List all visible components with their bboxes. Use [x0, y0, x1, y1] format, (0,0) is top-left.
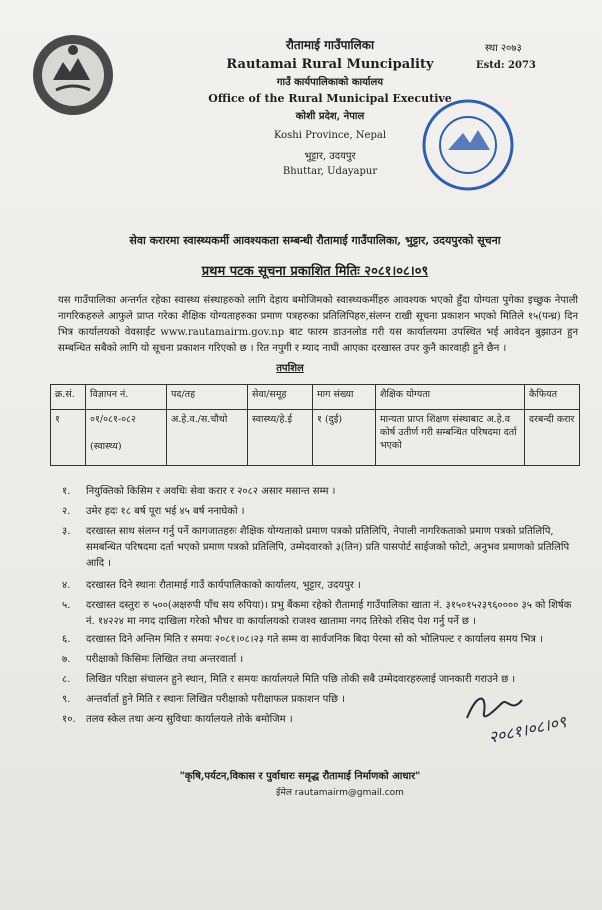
signature-date: २०८१।०८।०९: [486, 712, 568, 747]
office-stamp-icon: [418, 95, 518, 195]
table-header-row: [51, 385, 580, 410]
established-np: स्था २०७३: [485, 43, 522, 54]
office-name-np: गाउँ कार्यपालिकाको कार्यालय: [276, 77, 384, 88]
adv-group: (स्वास्थ्य): [90, 441, 122, 452]
col-service: सेवा/समूह: [248, 385, 313, 410]
col-post: पद/तह: [167, 385, 248, 410]
cell-service: स्वास्थ्य/हे.ई: [248, 410, 313, 466]
place-en: Bhuttar, Udayapur: [282, 166, 378, 177]
col-qualification: शैक्षिक योग्यता: [376, 385, 525, 410]
vacancy-table: [50, 384, 580, 466]
notice-paragraph: यस गाउँपालिका अन्तर्गत रहेका स्वास्थ्य संस्थाहरुको लागि देहाय बमोजिमको स्वास्थ्यकर्मीहरु आवश्यक भएको हुँदा योग्यता पुगेका इच्छुक नेपाली नागरिकहरुले आफुले प्राप्त गरेका शैक्षिक योग्यताहरुका प्रमाण पत्रहरुका प्रतिलिपिहरु,संलग्न राखी सूचना प्रकाशन भएको मितिले १५(पन्ध्र) दिन भित्र कार्यालयको वेवसाईट www.rautamairm.gov.np बाट फारम डाउनलोड गरी यस कार्यालयमा उपस्थित भई आवेदन बुझाउन हुन सम्बन्धित सबैको लागि यो सूचना प्रकाशन गरिएको छ । रित नपुगी र म्याद नाघी आएका दरखास्त उपर कुनै कारवाही हुने छैन ।: [58, 295, 578, 354]
municipality-name-np: रौतामाई गाउँपालिका: [285, 38, 375, 52]
established-en: Estd: 2073: [476, 60, 536, 71]
published-date: प्रथम पटक सूचना प्रकाशित मितिः २०८१।०८।०९: [201, 264, 429, 279]
details-heading: तपशिल: [276, 363, 304, 374]
office-name-en: Office of the Rural Municipal Executive: [208, 92, 452, 105]
footer-slogan: "कृषि,पर्यटन,विकास र पुर्वाधारः समृद्ध रौतामाई निर्माणको आधार": [179, 771, 421, 782]
cell-remarks: दरबन्दी करार: [525, 410, 580, 466]
col-adv-no: विज्ञापन नं.: [86, 385, 167, 410]
col-demand: माग संख्या: [313, 385, 376, 410]
footer-email: ईमेल rautamairm@gmail.com: [276, 788, 404, 798]
notice-document: रौतामाई गाउँपालिका Rautamai Rural Muncipality गाउँ कार्यपालिकाको कार्यालय Office of the Rural Municipal Executive कोशी प्रदेश, नेपाल Koshi Province, Nepal भुट्टार, उदयपुर Bhuttar, Udayapur स्था २०७३ Estd: 2073 सेवा करारमा स्वास्थ्यकर्मी आवश्यकता सम्बन्धी रौतामाई गाउँपालिका, भुट्टार, उदयपुरको सूचना प्रथम पटक सूचना प्रकाशित मितिः २०८१।०८।०९ यस गाउँपालिका अन्तर्गत रहेका स्वास्थ्य संस्थाहरुको लागि देहाय बमोजिमको स्वास्थ्यकर्मीहरु आवश्यक भएको हुँदा योग्यता पुगेका इच्छुक नेपाली नागरिकहरुले आफुले प्राप्त गरेका शैक्षिक योग्यताहरुका प्रमाण पत्रहरुका प्रतिलिपिहरु,संलग्न राखी सूचना प्रकाशन भएको मितिले १५(पन्ध्र) दिन भित्र कार्यालयको वेवसाईट www.rautamairm.gov.np बाट फारम डाउनलोड गरी यस कार्यालयमा उपस्थित भई आवेदन बुझाउन हुन सम्बन्धित सबैको लागि यो सूचना प्रकाशन गरिएको छ । रित नपुगी र म्याद नाघी आएका दरखास्त उपर कुनै कारवाही हुने छैन । तपशिल क्र.सं. विज्ञापन नं. पद/तह सेवा/समूह माग संख्या शैक्षिक योग्यता कैफियत १ ०१/०८१-०८२ (स्वास्थ्य) अ.हे.व./स.चौथो स्वास्थ्य/हे.ई १ (दुई) मान्यता प्राप्त शिक्षण संस्थाबाट अ.हे.व कोर्ष उतीर्ण गरी सम्बन्धित परिषदमा दर्ता भएको दरबन्दी करार १. नियुक्तिको किसिम र अवधिः सेवा करार र २०८२ असार मसान्त सम्म । २. उमेर हदः १८ बर्ष पूरा भई ४५ बर्ष ननाघेको । ३. दरखास्त साथ संलग्न गर्नु पर्ने कागजातहरुः शैक्षिक योग्यताको प्रमाण पत्रको प्रतिलिपि, नेपाली नागरिकताको प्रमाण पत्रको प्रतिलिपि, समबन्धित परिषदमा दर्ता भएको प्रमाण पत्रको प्रतिलिपि, उम्मेदवारको ३(तिन) प्रति पासपोर्ट साईजको फोटो, अनुभव प्रमाणको प्रतिलिपि आदि । ४. दरखास्त दिने स्थानः रौतामाई गाउँ कार्यपालिकाको कार्यालय, भुट्टार, उदयपुर । ५. दरखास्त दस्तुरः रु ५००(अक्षरुपी पाँच सय रुपिया)। प्रभु बैंकमा रहेको रौतामाई गाउँपालिका खाता नं. ३१५०१५२३९६०००० ३५ को शिर्षक नं. १४२२४ मा नगद दाखिला गरेको भौचर वा कार्यालयको राजश्व खातामा नगद तिरेको रसिद पेश गर्नु पर्ने छ । ६. दरखास्त दिने अन्तिम मिति र समयः २०८१।०८।२३ गते सम्म वा सार्वजनिक बिदा पेरमा सो को भोलिपल्ट र कार्यालय समय भित्र । ७. परीक्षाको किसिमः लिखित तथा अन्तरवार्ता । ८. लिखित परिक्षा संचालन हुने स्थान, मिति र समयः कार्यालयले मिति पछि तोकी सबै उम्मेदवारहरुलाई जानकारी गराउने छ । ९. अन्तर्वार्ता हुने मिति र स्थानः लिखित परीक्षाको परीक्षाफल प्रकाशन पछि । १०. तलव स्केल तथा अन्य सुविधाः कार्यालयले तोके बमोजिम । २०८१।०८।०९ "कृषि,पर्यटन,विकास र पुर्वाधारः समृद्ध रौतामाई निर्माणको आधार" ईमेल rautamairm@gmail.com: [0, 0, 602, 910]
cell-post: अ.हे.व./स.चौथो: [167, 410, 248, 466]
col-sn: क्र.सं.: [51, 385, 86, 410]
province-np: कोशी प्रदेश, नेपाल: [295, 111, 365, 122]
adv-number: ०१/०८१-०८२: [90, 414, 136, 425]
col-remarks: कैफियत: [525, 385, 580, 410]
cell-demand: १ (दुई): [313, 410, 376, 466]
municipality-name-en: Rautamai Rural Muncipality: [226, 57, 434, 72]
place-np: भुट्टार, उदयपुर: [304, 151, 356, 162]
table-row: [51, 410, 580, 466]
cell-adv-no: [86, 410, 167, 466]
cell-qualification: मान्यता प्राप्त शिक्षण संस्थाबाट अ.हे.व कोर्ष उतीर्ण गरी सम्बन्धित परिषदमा दर्ता भएको: [376, 410, 525, 466]
cell-sn: १: [51, 410, 86, 466]
nepal-emblem-icon: [28, 30, 118, 120]
notice-title: सेवा करारमा स्वास्थ्यकर्मी आवश्यकता सम्बन्धी रौतामाई गाउँपालिका, भुट्टार, उदयपुरको सूचना: [129, 234, 501, 247]
province-en: Koshi Province, Nepal: [273, 130, 387, 141]
